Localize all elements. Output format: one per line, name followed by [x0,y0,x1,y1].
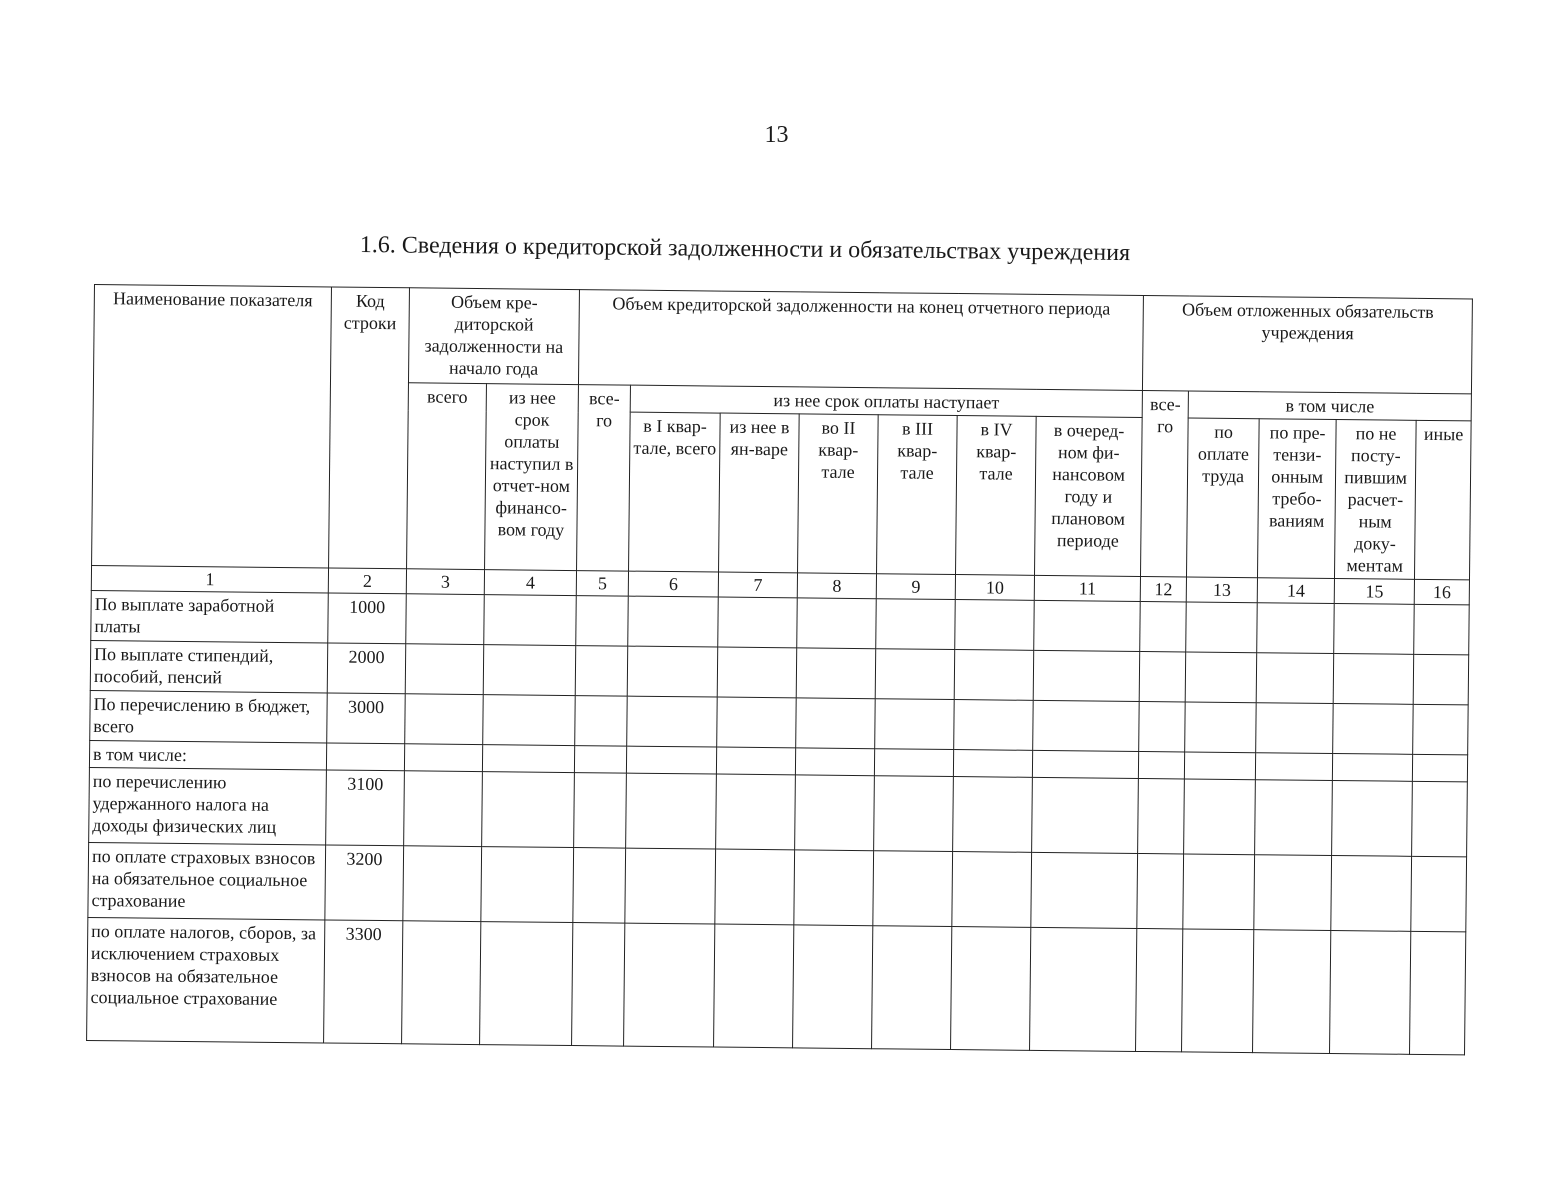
value-cell[interactable] [1032,750,1138,778]
value-cell[interactable] [716,747,795,775]
value-cell[interactable] [1184,779,1256,855]
value-cell[interactable] [953,777,1033,853]
value-cell[interactable] [403,846,482,922]
value-cell[interactable] [1412,781,1468,857]
value-cell[interactable] [1139,701,1186,751]
value-cell[interactable] [874,749,953,777]
value-cell[interactable] [1137,853,1184,928]
value-cell[interactable] [576,596,629,647]
value-cell[interactable] [1414,604,1470,655]
value-cell[interactable] [574,746,626,774]
row-name: по перечислению удержанного налога на доходы физических лиц [89,767,327,844]
value-cell[interactable] [1411,856,1467,932]
value-cell[interactable] [404,771,483,847]
table-row [88,842,1467,931]
value-cell[interactable] [1032,777,1139,853]
header-next-year: в очеред-ном фи-нансовом году и плановом периоде [1035,416,1143,576]
value-cell[interactable] [1185,652,1257,703]
header-q1-jan: из нее в ян-варе [719,413,800,573]
value-cell[interactable] [482,745,574,773]
header-end-group: Объем кредиторской задолженности на конец отчетного периода [578,290,1143,391]
header-name: Наименование показателя [92,285,332,568]
value-cell[interactable] [875,699,955,750]
value-cell[interactable] [1136,928,1183,1051]
value-cell[interactable] [481,847,574,923]
column-number: 13 [1186,577,1257,603]
value-cell[interactable] [405,694,484,745]
value-cell[interactable] [1255,780,1333,856]
page-number: 13 [764,122,789,148]
row-code: 2000 [327,643,406,694]
column-number: 5 [576,571,628,597]
value-cell[interactable] [625,848,716,924]
value-cell[interactable] [793,925,873,1049]
value-cell[interactable] [796,698,876,749]
row-code: 3000 [327,693,406,744]
value-cell[interactable] [1332,780,1413,856]
value-cell[interactable] [954,650,1034,701]
value-cell[interactable] [1034,600,1141,651]
header-code: Код строки [329,287,410,569]
value-cell[interactable] [795,748,874,776]
value-cell[interactable] [482,772,575,848]
value-cell[interactable] [1140,601,1187,651]
column-number: 12 [1140,576,1186,601]
column-number: 15 [1334,579,1414,605]
value-cell[interactable] [1334,604,1415,655]
header-deferred-labor: по оплате труда [1187,418,1260,578]
table-row [87,917,1466,1054]
value-cell[interactable] [1331,855,1412,931]
value-cell[interactable] [715,849,795,925]
value-cell[interactable] [874,776,954,852]
value-cell[interactable] [797,598,877,649]
row-name: по оплате налогов, сборов, за исключением страховых взносов на обязательное социальное страхование [87,917,325,1042]
header-start-overdue: из нее срок оплаты наступил в отчет-ном финансо-вом году [485,384,579,571]
column-number: 6 [628,571,718,597]
value-cell[interactable] [1031,852,1138,928]
row-code: 3200 [325,845,404,921]
header-deferred-other: иные [1415,420,1472,580]
column-number: 8 [797,573,876,599]
value-cell[interactable] [1413,704,1469,755]
value-cell[interactable] [1254,855,1332,931]
value-cell[interactable] [716,774,796,850]
header-deferred-incl-group: в том числе [1188,391,1471,421]
table-row [89,767,1468,856]
header-deferred-claims: по пре-тензи-онным требо-ваниям [1258,419,1337,579]
header-end-due-group: из нее срок оплаты наступает [630,385,1142,417]
column-number: 11 [1034,575,1140,601]
row-name: по оплате страховых взносов на обязательное социальное страхование [88,842,326,919]
header-q1-total: в I квар-тале, всего [629,412,721,572]
value-cell[interactable] [872,926,952,1050]
header-deferred-group: Объем отложенных обязательств учреждения [1143,295,1473,393]
header-end-total: все-го [577,385,631,572]
value-cell[interactable] [1256,703,1334,754]
value-cell[interactable] [1333,654,1414,705]
value-cell[interactable] [1413,654,1469,705]
value-cell[interactable] [717,647,797,698]
value-cell[interactable] [405,644,484,695]
value-cell[interactable] [1138,778,1185,853]
column-number: 7 [718,572,797,598]
value-cell[interactable] [575,696,628,747]
column-number: 3 [406,569,484,595]
value-cell[interactable] [483,695,576,746]
value-cell[interactable] [1182,929,1254,1053]
value-cell[interactable] [480,922,573,1046]
value-cell[interactable] [795,775,875,851]
value-cell[interactable] [1186,602,1258,653]
value-cell[interactable] [626,773,717,849]
value-cell[interactable] [954,700,1034,751]
header-deferred-docs: по не посту-пившим расчет-ным доку-ментам [1335,420,1417,580]
value-cell[interactable] [1033,700,1140,751]
value-cell[interactable] [574,773,627,849]
header-start-group: Объем кре-диторской задолженности на начало года [408,288,579,385]
value-cell[interactable] [484,595,577,646]
row-code: 3300 [324,920,403,1044]
value-cell[interactable] [796,648,876,699]
value-cell[interactable] [1184,752,1255,780]
value-cell[interactable] [718,597,798,648]
value-cell[interactable] [573,848,626,924]
row-code: 1000 [328,593,407,644]
value-cell[interactable] [1185,702,1257,753]
value-cell[interactable] [875,649,955,700]
row-name: в том числе: [89,740,326,769]
header-q2: во II квар-тале [798,414,879,574]
column-number: 10 [955,575,1034,601]
header-row-1 [93,285,1472,394]
report-table-wrapper [86,284,1473,1055]
value-cell[interactable] [1255,753,1332,781]
column-number: 14 [1257,578,1334,604]
value-cell[interactable] [873,851,953,927]
value-cell[interactable] [1332,753,1412,781]
column-number: 1 [91,565,328,592]
value-cell[interactable] [1410,931,1466,1055]
value-cell[interactable] [1330,930,1411,1054]
header-q3: в III квар-тале [877,415,958,575]
value-cell[interactable] [1333,704,1414,755]
value-cell[interactable] [876,599,956,650]
value-cell[interactable] [1412,754,1467,782]
value-cell[interactable] [575,646,628,697]
header-deferred-total: все-го [1141,390,1189,576]
header-start-total: всего [407,383,487,570]
value-cell[interactable] [955,600,1035,651]
column-number: 16 [1414,579,1469,605]
document-title: 1.6. Сведения о кредиторской задолженности и обязательствах учреждения [359,232,1131,267]
value-cell[interactable] [406,594,485,645]
value-cell[interactable] [627,646,718,697]
value-cell[interactable] [1256,653,1334,704]
value-cell[interactable] [794,850,874,926]
value-cell[interactable] [714,924,794,1048]
value-cell[interactable] [572,923,625,1047]
value-cell[interactable] [1139,651,1186,701]
value-cell[interactable] [627,696,718,747]
value-cell[interactable] [402,921,481,1045]
value-cell[interactable] [1253,930,1331,1054]
value-cell[interactable] [1257,603,1335,654]
value-cell[interactable] [1183,854,1255,930]
row-name: По перечислению в бюджет, всего [90,690,328,742]
value-cell[interactable] [626,746,716,774]
value-cell[interactable] [404,744,482,772]
row-name: По выплате стипендий, пособий, пенсий [90,640,328,692]
column-number: 9 [876,574,955,600]
value-cell[interactable] [624,923,715,1047]
value-cell[interactable] [951,927,1031,1051]
header-q4: в IV квар-тале [956,416,1037,576]
value-cell[interactable] [1030,927,1137,1051]
column-number: 4 [484,570,576,596]
value-cell[interactable] [483,645,576,696]
value-cell[interactable] [1033,650,1140,701]
row-code: 3100 [326,770,405,846]
value-cell[interactable] [628,596,719,647]
value-cell[interactable] [1138,751,1184,778]
column-number: 2 [328,568,406,594]
creditor-debt-table [86,284,1473,1055]
row-code [326,743,404,771]
value-cell[interactable] [953,750,1032,778]
row-name: По выплате заработной платы [91,590,329,642]
value-cell[interactable] [952,852,1032,928]
value-cell[interactable] [717,697,797,748]
